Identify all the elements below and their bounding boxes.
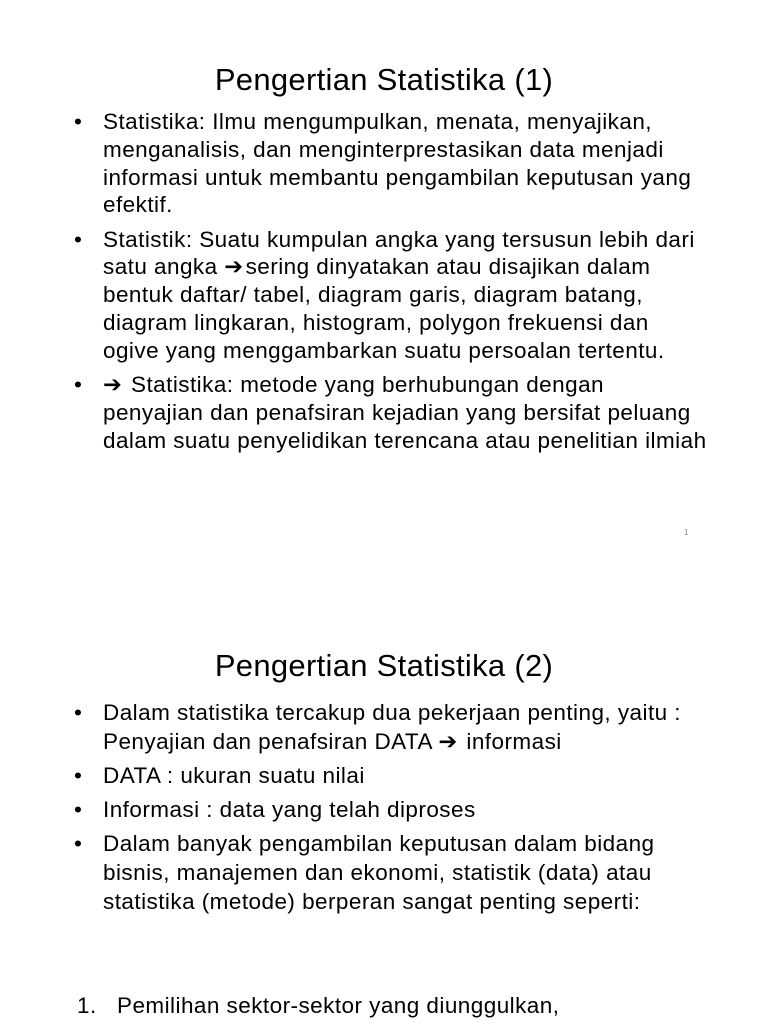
bullet-item: [0, 761, 768, 790]
bullet-text: Informasi : data yang telah diproses: [103, 797, 476, 822]
bullet-item: [0, 698, 768, 756]
bullet-text: Dalam banyak pengambilan keputusan dalam bidang bisnis, manajemen dan ekonomi, statistik (data) atau statistika (metode) berperan sangat penting seperti:: [103, 831, 655, 914]
numbered-item: [0, 992, 768, 1020]
bullet-dot: •: [74, 372, 83, 398]
bullet-text-before: Statistik: Suatu kumpulan angka yang tersusun lebih dari satu angka: [103, 226, 695, 280]
bullet-list: [0, 108, 768, 461]
bullet-text: Statistika: Ilmu mengumpulkan, menata, menyajikan, menganalisis, dan menginterprestasikan data menjadi informasi untuk membantu pengambilan keputusan yang efektif.: [103, 109, 692, 218]
bullet-item: [0, 795, 768, 824]
bullet-text-after: informasi: [459, 729, 562, 754]
numbered-list: [0, 992, 768, 1020]
bullet-dot: •: [74, 226, 83, 252]
slide-title: Pengertian Statistika (1): [214, 62, 554, 97]
bullet-item: [0, 371, 768, 454]
numbered-text: Pemilihan sektor-sektor yang diunggulkan,: [117, 993, 560, 1018]
bullet-text-before: Dalam statistika tercakup dua pekerjaan penting, yaitu : Penyajian dan penafsiran DATA: [103, 700, 682, 754]
bullet-dot: •: [74, 700, 83, 725]
arrow-right-icon: ➔: [103, 372, 123, 398]
bullet-text-after: sering dinyatakan atau disajikan dalam bentuk daftar/ tabel, diagram garis, diagram batang, diagram lingkaran, histogram, polygon frekuensi dan ogive yang menggambarkan suatu persoalan tertentu.: [103, 254, 665, 363]
slide-title: Pengertian Statistika (2): [214, 648, 554, 683]
bullet-dot: •: [74, 109, 83, 134]
bullet-item: [0, 226, 768, 365]
bullet-list: [0, 698, 768, 921]
arrow-right-icon: ➔: [438, 729, 458, 754]
bullet-text-after: Statistika: metode yang berhubungan dengan penyajian dan penafsiran kejadian yang bersifat peluang dalam suatu penyelidikan terencana atau penelitian ilmiah: [103, 372, 707, 453]
arrow-right-icon: ➔: [224, 254, 244, 280]
page-number: 1: [684, 528, 689, 537]
bullet-text: DATA : ukuran suatu nilai: [103, 763, 365, 788]
bullet-item: [0, 829, 768, 916]
bullet-dot: •: [74, 831, 83, 856]
bullet-item: [0, 108, 768, 219]
bullet-dot: •: [74, 797, 83, 822]
slide-2: [0, 592, 768, 1024]
numbered-marker: 1.: [77, 993, 97, 1018]
bullet-dot: •: [74, 763, 83, 788]
